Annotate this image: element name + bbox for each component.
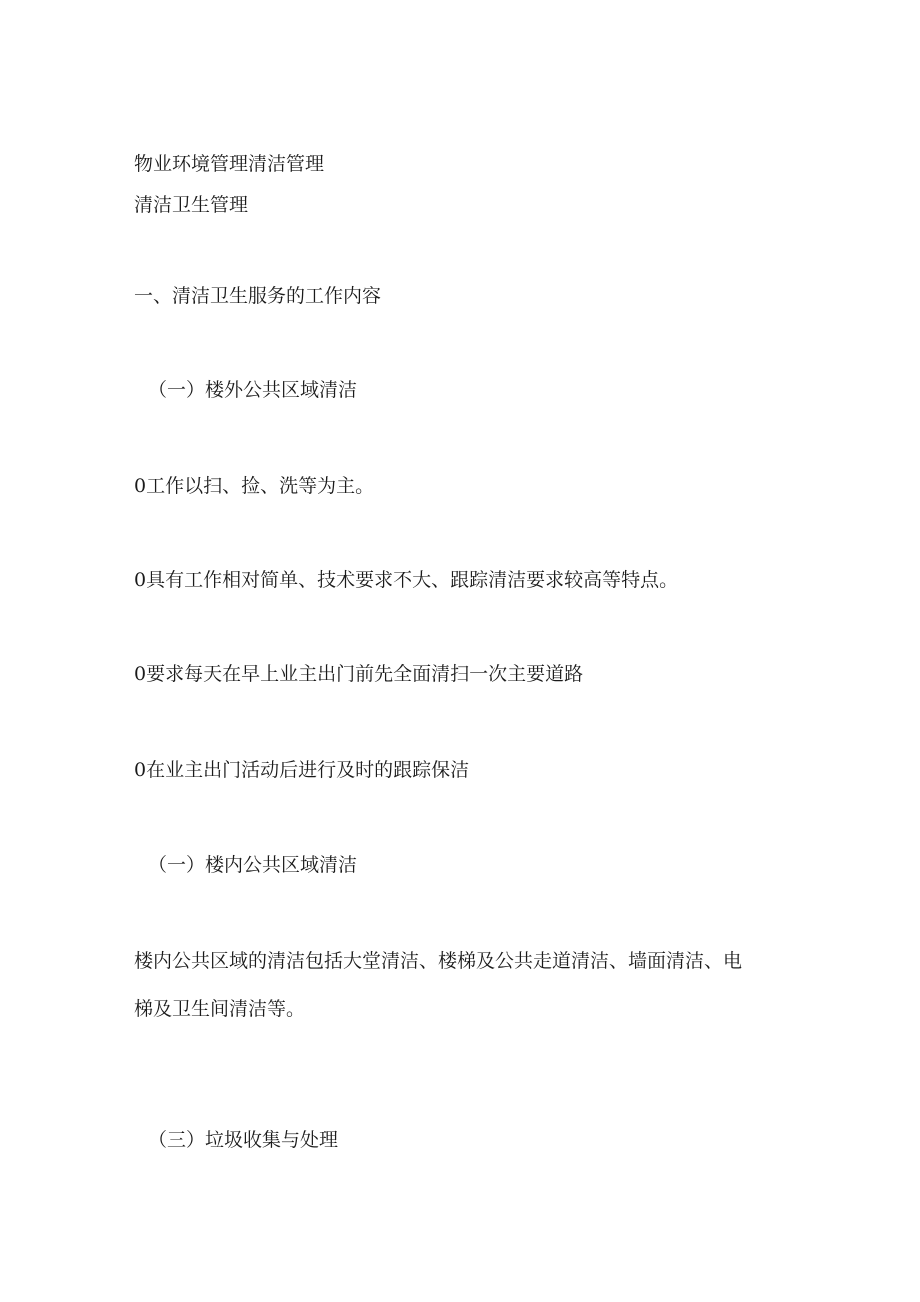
list-item: 0要求每天在早上业主出门前先全面清扫一次主要道路: [134, 663, 584, 685]
indoor-paragraph-line-2: 梯及卫生间清洁等。: [134, 998, 306, 1020]
subsection-heading-garbage: （三）垃圾收集与处理: [148, 1129, 339, 1151]
indoor-paragraph-line-1: 楼内公共区域的清洁包括大堂清洁、楼梯及公共走道清洁、墙面清洁、电: [134, 950, 743, 972]
section-heading-1: 一、清洁卫生服务的工作内容: [134, 285, 382, 307]
list-item: 0工作以扫、捡、洗等为主。: [134, 475, 375, 497]
subsection-heading-indoor: （一）楼内公共区域清洁: [148, 854, 358, 876]
list-item: 0具有工作相对简单、技术要求不大、跟踪清洁要求较高等特点。: [134, 569, 679, 591]
document-title: 物业环境管理清洁管理: [134, 153, 325, 175]
document-subtitle: 清洁卫生管理: [134, 194, 249, 216]
list-item: 0在业主出门活动后进行及时的跟踪保洁: [134, 759, 470, 781]
subsection-heading-outdoor: （一）楼外公共区域清洁: [148, 379, 358, 401]
